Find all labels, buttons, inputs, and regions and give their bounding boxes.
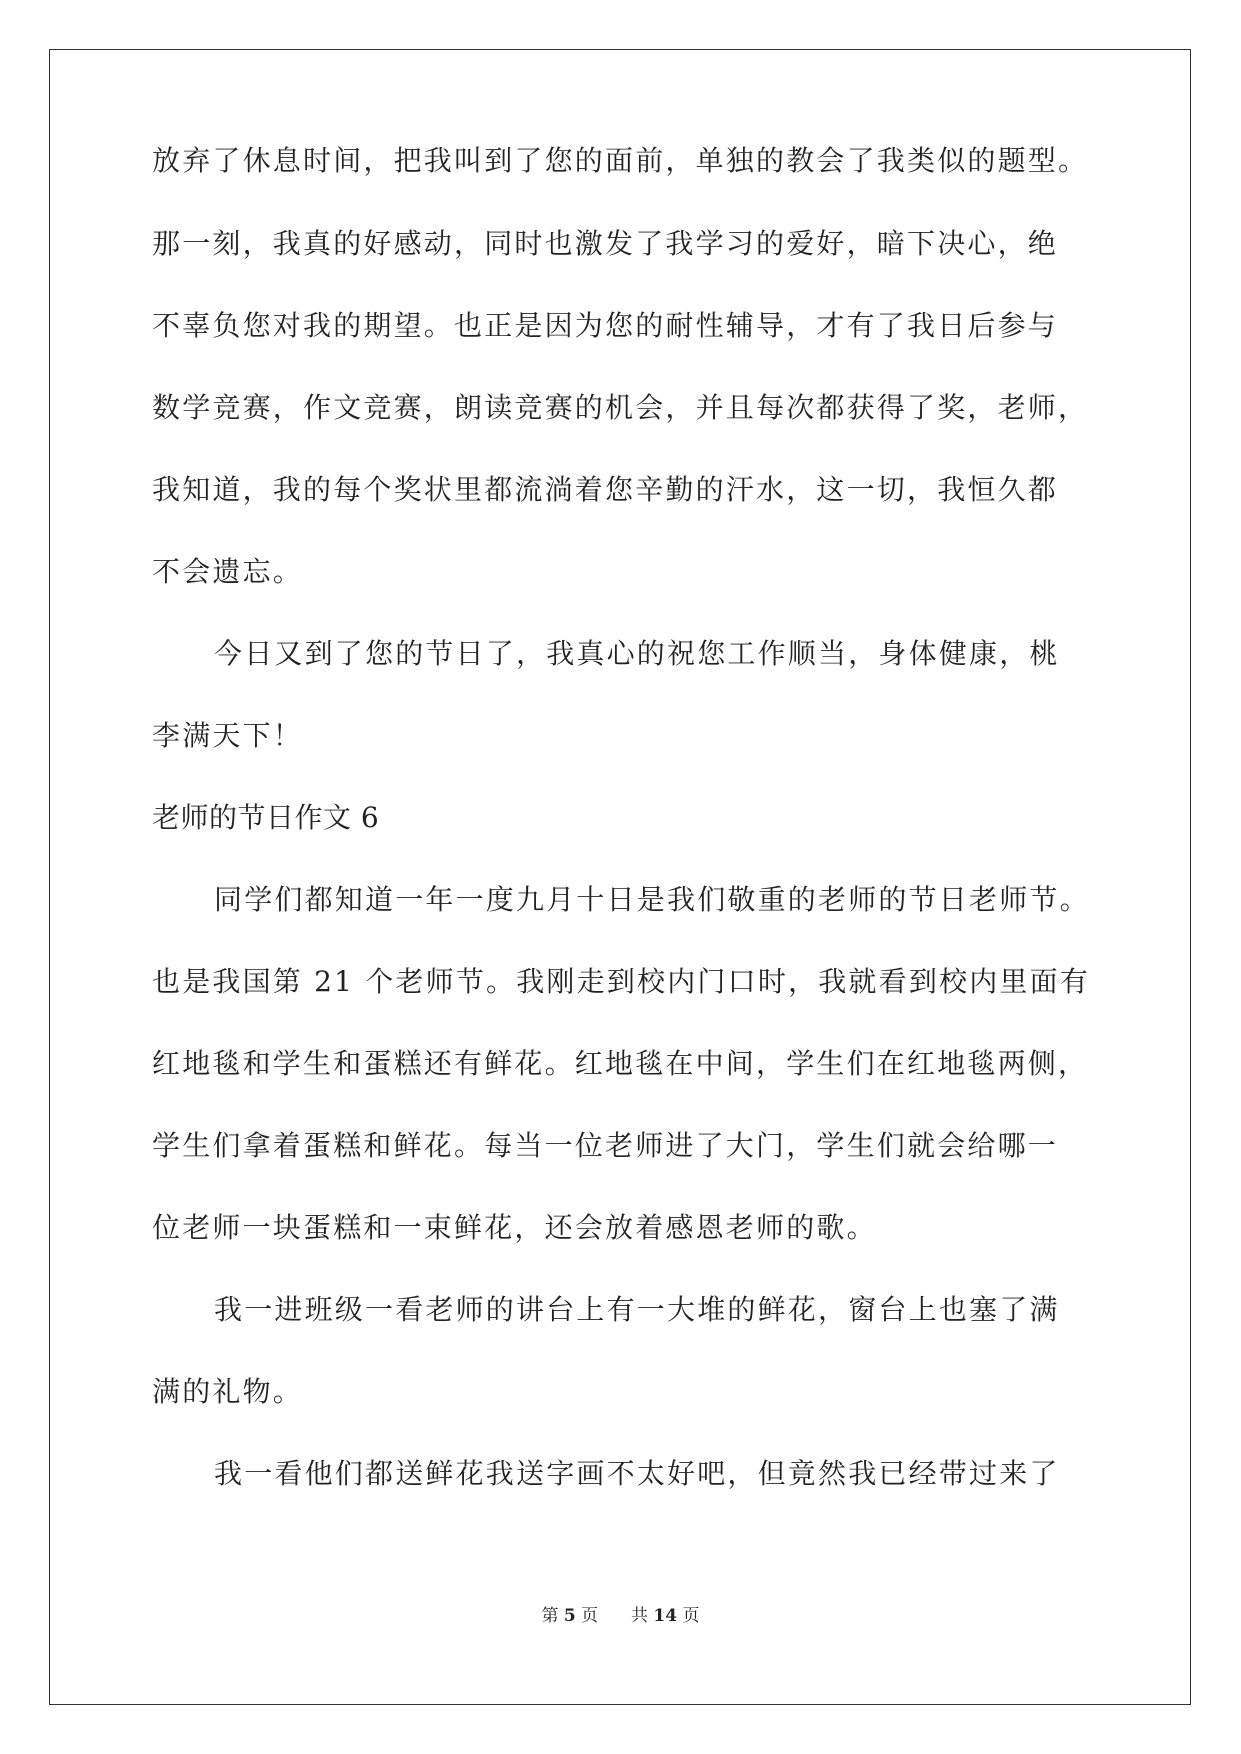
- paragraph-line: 我一进班级一看老师的讲台上有一大堆的鲜花，窗台上也塞了满: [214, 1293, 1060, 1326]
- paragraph-line: 位老师一块蛋糕和一束鲜花，还会放着感恩老师的歌。: [152, 1211, 877, 1244]
- paragraph-line: 不会遗忘。: [152, 555, 304, 588]
- paragraph-line: 那一刻，我真的好感动，同时也激发了我学习的爱好，暗下决心，绝: [152, 227, 1059, 260]
- paragraph-line: 李满天下！: [152, 719, 304, 752]
- total-label-prefix: 共: [630, 1606, 648, 1626]
- paragraph-line: 数学竞赛，作文竞赛，朗读竞赛的机会，并且每次都获得了奖，老师，: [152, 391, 1089, 424]
- paragraph-line: 我知道，我的每个奖状里都流淌着您辛勤的汗水，这一切，我恒久都: [152, 473, 1059, 506]
- paragraph-line: 今日又到了您的节日了，我真心的祝您工作顺当，身体健康，桃: [214, 637, 1060, 670]
- total-label-suffix: 页: [682, 1606, 700, 1626]
- paragraph-line: 满的礼物。: [152, 1375, 304, 1408]
- paragraph-line: 不辜负您对我的期望。也正是因为您的耐性辅导，才有了我日后参与: [152, 309, 1059, 342]
- paragraph-line: 同学们都知道一年一度九月十日是我们敬重的老师的节日老师节。: [214, 883, 1090, 916]
- page-number: 5: [563, 1606, 576, 1626]
- paragraph-line: 学生们拿着蛋糕和鲜花。每当一位老师进了大门，学生们就会给哪一: [152, 1129, 1059, 1162]
- total-pages: 14: [653, 1606, 678, 1626]
- page-label-suffix: 页: [581, 1606, 599, 1626]
- page-label-prefix: 第: [541, 1606, 559, 1626]
- paragraph-line: 也是我国第 21 个老师节。我刚走到校内门口时，我就看到校内里面有: [152, 965, 1091, 998]
- section-title: 老师的节日作文 6: [152, 801, 380, 834]
- page-footer: [0, 1604, 1241, 1628]
- paragraph-line: 我一看他们都送鲜花我送字画不太好吧，但竟然我已经带过来了: [214, 1457, 1060, 1490]
- paragraph-line: 放弃了休息时间，把我叫到了您的面前，单独的教会了我类似的题型。: [152, 144, 1089, 177]
- paragraph-line: 红地毯和学生和蛋糕还有鲜花。红地毯在中间，学生们在红地毯两侧，: [152, 1047, 1089, 1080]
